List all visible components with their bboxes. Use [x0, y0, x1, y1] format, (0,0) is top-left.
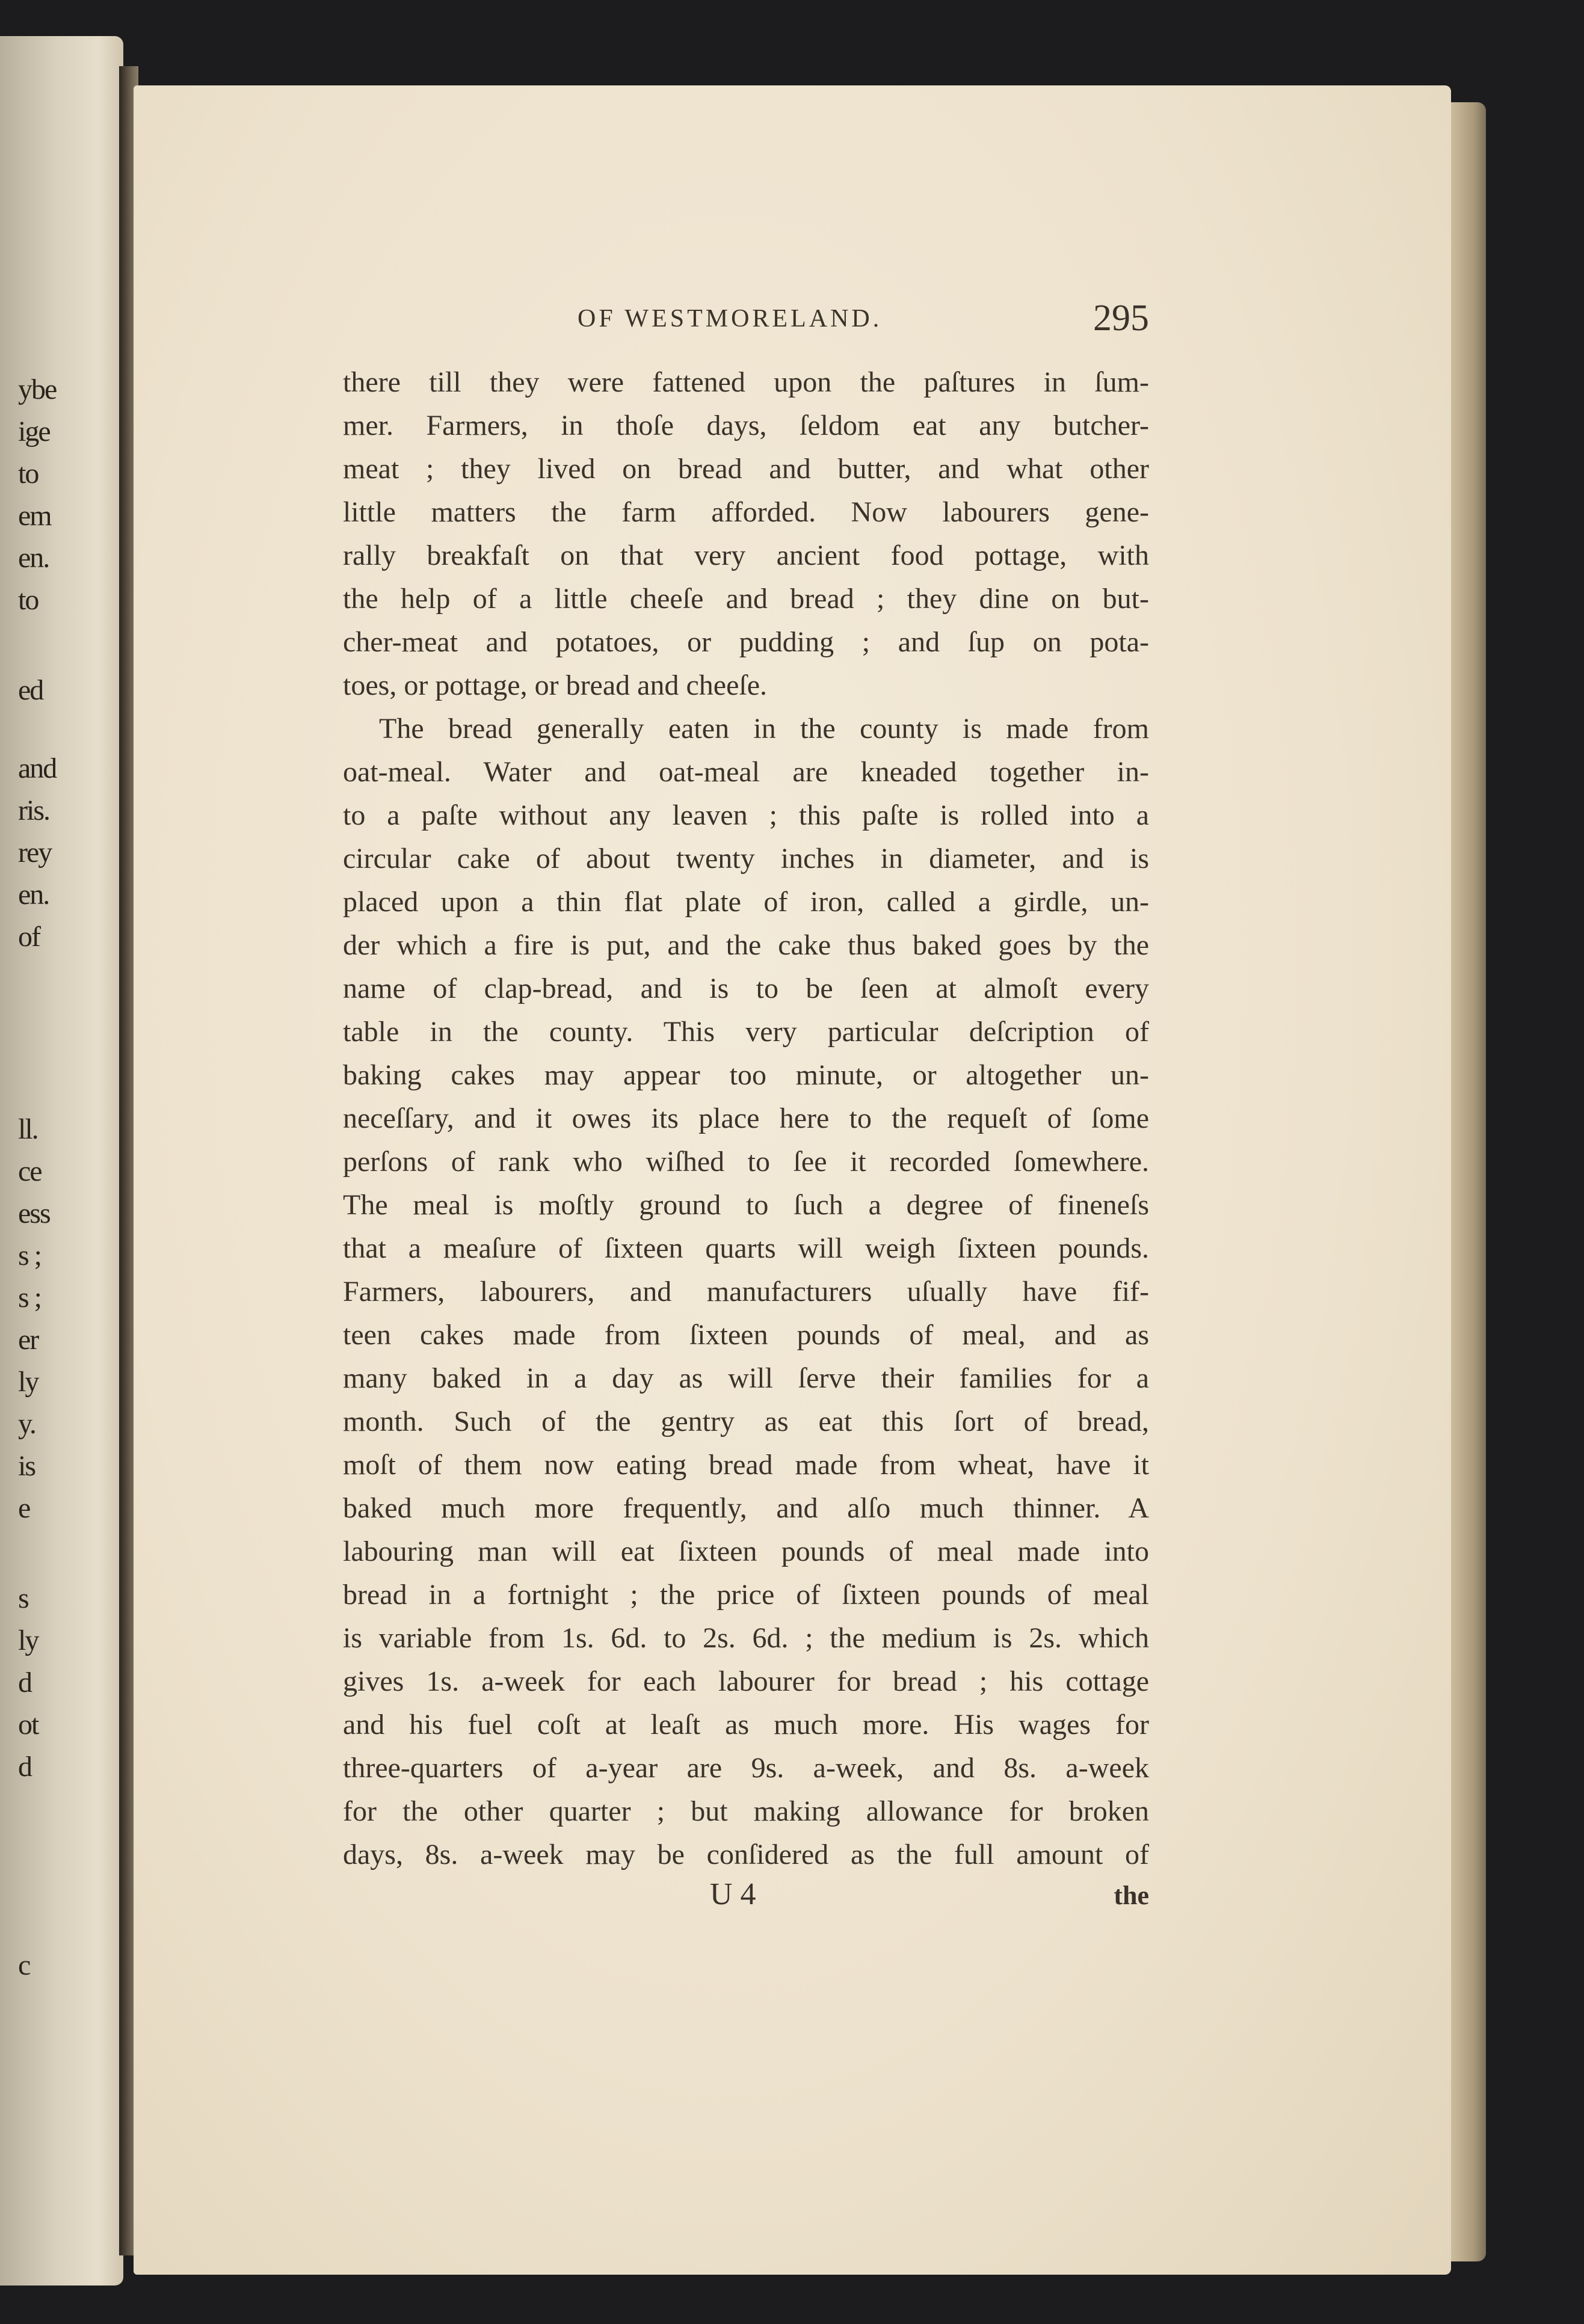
text-line: bread in a fortnight ; the price of ſixteen pounds of meal [343, 1579, 1149, 1611]
text-line: little matters the farm afforded. Now labourers gene- [343, 496, 1149, 528]
page-number: 295 [1093, 298, 1149, 339]
text-line: for the other quarter ; but making allowance for broken [343, 1795, 1149, 1827]
facing-page-fragment: ce [18, 1155, 42, 1187]
text-line: der which a fire is put, and the cake thus baked goes by the [343, 929, 1149, 961]
text-line: circular cake of about twenty inches in diameter, and is [343, 843, 1149, 875]
text-line: teen cakes made from ſixteen pounds of meal, and as [343, 1319, 1149, 1351]
text-line: cher-meat and potatoes, or pudding ; and ſup on pota- [343, 626, 1149, 658]
facing-page-fragment: ris. [18, 795, 49, 826]
text-line: the help of a little cheeſe and bread ; they dine on but- [343, 583, 1149, 615]
facing-page-fragment: and [18, 752, 57, 784]
text-line: is variable from 1s. 6d. to 2s. 6d. ; the medium is 2s. which [343, 1622, 1149, 1654]
text-line: to a paſte without any leaven ; this paſte is rolled into a [343, 799, 1149, 831]
text-line: name of clap-bread, and is to be ſeen at almoſt every [343, 973, 1149, 1004]
facing-page-fragment: to [18, 584, 39, 616]
text-line: toes, or pottage, or bread and cheeſe. [343, 669, 768, 701]
text-line: baking cakes may appear too minute, or altogether un- [343, 1059, 1149, 1091]
text-line: neceſſary, and it owes its place here to the requeſt of ſome [343, 1102, 1149, 1134]
text-line: that a meaſure of ſixteen quarts will weigh ſixteen pounds. [343, 1232, 1149, 1264]
text-line: perſons of rank who wiſhed to ſee it recorded ſomewhere. [343, 1146, 1149, 1178]
text-line: The meal is moſtly ground to ſuch a degree of fineneſs [343, 1189, 1149, 1221]
text-line: oat-meal. Water and oat-meal are kneaded together in- [343, 756, 1149, 788]
text-line: gives 1s. a-week for each labourer for bread ; his cottage [343, 1665, 1149, 1697]
facing-page-fragment: en. [18, 879, 49, 911]
page-footer [710, 1877, 1149, 1919]
text-line: rally breakfaſt on that very ancient food pottage, with [343, 540, 1149, 571]
facing-page-fragment: d [18, 1667, 31, 1698]
text-line: month. Such of the gentry as eat this ſort of bread, [343, 1406, 1149, 1437]
facing-page-fragment: er [18, 1324, 39, 1356]
facing-page-fragment: rey [18, 837, 52, 868]
facing-page-fragment: en. [18, 542, 49, 574]
facing-page-fragment: d [18, 1751, 31, 1783]
text-line: meat ; they lived on bread and butter, and what other [343, 453, 1149, 485]
facing-page-fragment: ige [18, 416, 50, 447]
text-line: The bread generally eaten in the county is made from [379, 713, 1149, 745]
running-head: OF WESTMORELAND. [578, 305, 883, 333]
facing-page-fragment: e [18, 1492, 30, 1524]
facing-page-fragment: s [18, 1582, 28, 1614]
text-line: labouring man will eat ſixteen pounds of meal made into [343, 1536, 1149, 1567]
text-line: mer. Farmers, in thoſe days, ſeldom eat any butcher- [343, 410, 1149, 441]
facing-page-fragment: ll. [18, 1113, 38, 1145]
facing-page-fragment: ess [18, 1197, 50, 1229]
facing-page-fragment: em [18, 500, 51, 532]
signature-mark: U 4 [710, 1877, 756, 1911]
text-line: moſt of them now eating bread made from wheat, have it [343, 1449, 1149, 1481]
facing-page-fragment: ed [18, 674, 43, 706]
text-line: Farmers, labourers, and manufacturers uſually have fif- [343, 1276, 1149, 1308]
text-line: days, 8s. a-week may be conſidered as the full amount of [343, 1839, 1149, 1871]
facing-page-fragment: ybe [18, 374, 57, 405]
facing-page-fragment: c [18, 1949, 30, 1981]
facing-page-fragment: ly [18, 1366, 39, 1398]
text-line: baked much more frequently, and alſo much thinner. A [343, 1492, 1149, 1524]
facing-page-fragment: ly [18, 1625, 39, 1656]
text-line: table in the county. This very particular deſcription of [343, 1016, 1149, 1048]
facing-page [0, 36, 123, 2286]
text-line: placed upon a thin flat plate of iron, called a girdle, un- [343, 886, 1149, 918]
facing-page-fragment: to [18, 458, 39, 490]
facing-page-fragment: of [18, 921, 40, 953]
text-line: and his fuel coſt at leaſt as much more. His wages for [343, 1709, 1149, 1741]
text-line: there till they were fattened upon the paſtures in ſum- [343, 366, 1149, 398]
text-line: three-quarters of a-year are 9s. a-week, and 8s. a-week [343, 1752, 1149, 1784]
facing-page-fragment: is [18, 1450, 35, 1482]
page-header [578, 297, 1149, 345]
text-line: many baked in a day as will ſerve their families for a [343, 1362, 1149, 1394]
facing-page-fragment: ot [18, 1709, 39, 1741]
facing-page-fragment: s ; [18, 1240, 42, 1271]
facing-page-fragment: y. [18, 1408, 35, 1440]
catchword: the [1114, 1881, 1149, 1910]
facing-page-fragment: s ; [18, 1282, 42, 1314]
